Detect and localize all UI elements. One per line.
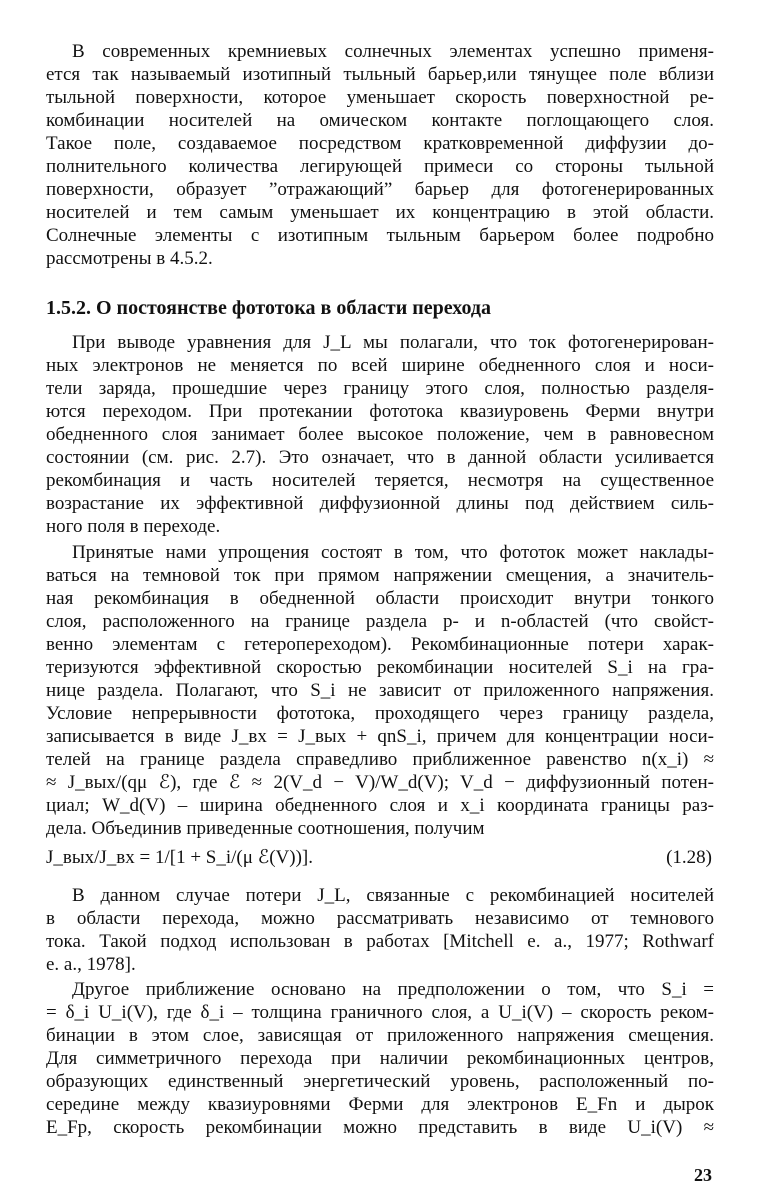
text-line: Солнечные элементы с изотипным тыльным барьером более подробно	[46, 225, 714, 246]
text-line: середине между квазиуровнями Ферми для электронов E_Fn и дырок	[46, 1094, 714, 1115]
text-line: слоя, расположенного на границе раздела p- и n-областей (что свойст-	[46, 611, 714, 632]
text-line: Условие непрерывности фототока, проходящего через границу раздела,	[46, 703, 714, 724]
text-line: записывается в виде J_вх = J_вых + qnS_i, причем для концентрации носи-	[46, 726, 714, 747]
text-line: полнительного количества легирующей примеси со стороны тыльной	[46, 156, 714, 177]
text-line: ваться на темновой ток при прямом напряжении смещения, а значитель-	[46, 565, 714, 586]
text-line: ется так называемый изотипный тыльный барьер,или тянущее поле вблизи	[46, 64, 714, 85]
text-line: поверхности, образует ”отражающий” барьер для фотогенерированных	[46, 179, 714, 200]
paragraph-intro	[46, 40, 714, 270]
text-line: ются переходом. При протекании фототока квазиуровень Ферми внутри	[46, 401, 714, 422]
text-line: бинации в этом слое, зависящая от приложенного напряжения смещения.	[46, 1025, 714, 1046]
text-line: комбинации носителей на омическом контакте поглощающего слоя.	[46, 110, 714, 131]
text-line: В современных кремниевых солнечных элементах успешно применя-	[72, 41, 714, 62]
text-line: нице раздела. Полагают, что S_i не зависит от приложенного напряжения.	[46, 680, 714, 701]
text-line: в области перехода, можно рассматривать независимо от темнового	[46, 908, 714, 929]
text-line: ная рекомбинация в обедненной области происходит внутри тонкого	[46, 588, 714, 609]
text-line: При выводе уравнения для J_L мы полагали, что ток фотогенерирован-	[72, 332, 714, 353]
text-line: Другое приближение основано на предположении о том, что S_i =	[72, 979, 714, 1000]
text-line: E_Fp, скорость рекомбинации можно представить в виде U_i(V) ≈	[46, 1117, 714, 1138]
text-line: циал; W_d(V) – ширина обедненного слоя и x_i координата границы раз-	[46, 795, 714, 816]
page-number: 23	[694, 1165, 712, 1185]
text-line: ных электронов не меняется по всей ширине обедненного слоя и носи-	[46, 355, 714, 376]
text-line: e. a., 1978].	[46, 954, 136, 975]
text-line: состоянии (см. рис. 2.7). Это означает, что в данной области усиливается	[46, 447, 714, 468]
text-line: Такое поле, создаваемое посредством кратковременной диффузии до-	[46, 133, 714, 154]
text-line: теризуются эффективной скоростью рекомбинации носителей S_i на гра-	[46, 657, 714, 678]
text-line: тыльной поверхности, которое уменьшает скорость поверхностной ре-	[46, 87, 714, 108]
text-line: носителей и тем самым уменьшает их концентрацию в этой области.	[46, 202, 714, 223]
text-line: телей на границе раздела справедливо приближенное равенство n(x_i) ≈	[46, 749, 714, 770]
text-line: тока. Такой подход использован в работах [Mitchell e. a., 1977; Rothwarf	[46, 931, 714, 952]
text-line: ного поля в переходе.	[46, 516, 221, 537]
text-line: возрастание их эффективной диффузионной длины под действием силь-	[46, 493, 714, 514]
text-line: = δ_i U_i(V), где δ_i – толщина граничного слоя, а U_i(V) – скорость реком-	[46, 1002, 714, 1023]
text-line: Для симметричного перехода при наличии рекомбинационных центров,	[46, 1048, 714, 1069]
text-line: дела. Объединив приведенные соотношения, получим	[46, 818, 485, 839]
paragraph-simplifications	[46, 541, 714, 840]
equation-1-28	[46, 846, 714, 870]
text-line: обедненного слоя занимает более высокое положение, чем в равновесном	[46, 424, 714, 445]
equation-number: (1.28)	[666, 847, 712, 868]
text-line: тели заряда, прошедшие через границу этого слоя, полностью разделя-	[46, 378, 714, 399]
paragraph-recombination-losses	[46, 884, 714, 976]
text-line: Принятые нами упрощения состоят в том, что фототок может наклады-	[72, 542, 714, 563]
text-line: венно элементам с гетеропереходом). Рекомбинационные потери харак-	[46, 634, 714, 655]
text-line: ≈ J_вых/(qμ ℰ), где ℰ ≈ 2(V_d − V)/W_d(V); V_d − диффузионный потен-	[46, 772, 714, 793]
section-heading: 1.5.2. О постоянстве фототока в области перехода	[46, 297, 492, 319]
text-line: рассмотрены в 4.5.2.	[46, 248, 213, 269]
equation-body: J_вых/J_вх = 1/[1 + S_i/(μ ℰ(V))].	[46, 847, 313, 868]
text-line: рекомбинация и часть носителей теряется, несмотря на существенное	[46, 470, 714, 491]
text-line: В данном случае потери J_L, связанные с рекомбинацией носителей	[72, 885, 714, 906]
paragraph-other-approximation	[46, 978, 714, 1139]
paragraph-photocurrent	[46, 331, 714, 538]
text-line: образующих единственный энергетический уровень, расположенный по-	[46, 1071, 714, 1092]
